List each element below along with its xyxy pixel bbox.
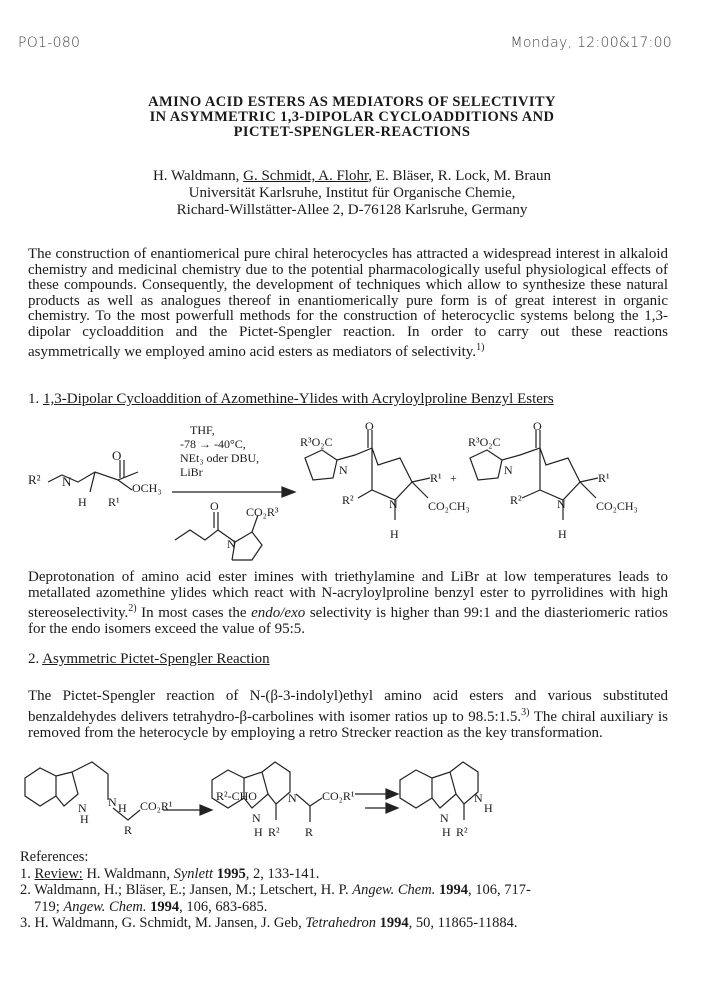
ref-details: , 106, 717- <box>467 882 531 898</box>
label-n: N <box>389 497 398 511</box>
label-n: N <box>339 463 348 477</box>
author: H. Waldmann, <box>152 168 244 184</box>
label-co2r3: CO₂R³ <box>246 505 279 519</box>
author: , E. Bläser, R. Lock, M. Braun <box>368 168 552 184</box>
section-1-paragraph <box>28 570 668 637</box>
label-co2ch3: CO₂CH₃ <box>596 499 638 513</box>
label-co2r1: CO₂R¹ <box>140 799 173 813</box>
label-h: H <box>484 801 493 815</box>
body-text: The chiral auxiliary is removed from the heterocycle by employing a retro Strecker reaction as the key transformation. <box>28 708 668 741</box>
title-line: PICTET-SPENGLER-REACTIONS <box>233 124 471 140</box>
label-r2: R² <box>342 493 354 507</box>
label-h: H <box>80 812 89 826</box>
reagent-label: R²-CHO <box>216 789 257 803</box>
citation: 2) <box>128 603 137 614</box>
ref-details: , 106, 683-685. <box>179 898 268 915</box>
reference-item <box>20 866 670 883</box>
label-n: N <box>78 801 87 815</box>
ref-journal: Angew. Chem. <box>352 882 436 898</box>
label-n: N <box>252 811 261 825</box>
label-n: N <box>62 474 72 489</box>
ref-journal: Synlett <box>173 865 214 882</box>
label-r: R <box>305 825 314 839</box>
ref-details: , 50, 11865-11884. <box>408 915 518 931</box>
ref-number: 3. <box>20 915 31 931</box>
label-r2: R² <box>456 825 468 839</box>
label-r1: R¹ <box>108 495 120 509</box>
ref-year: 1994 <box>375 915 409 931</box>
label-co2ch3: CO₂CH₃ <box>428 499 470 513</box>
label-n: N <box>557 497 566 511</box>
ref-review: Review: <box>34 865 83 882</box>
body-text: The Pictet-Spengler reaction of N-(β-3-indolyl)ethyl amino acid esters and various substituted benzaldehydes delivers tetrahydro-β-carbolines with isomer ratios up to 98.5:1.5. <box>28 688 668 725</box>
label-n: N <box>474 791 483 805</box>
label-n: N <box>288 791 297 805</box>
condition: -78 → -40°C, <box>180 437 246 451</box>
ref-year: 1994 <box>435 882 468 898</box>
ref-authors: H. Waldmann, G. Schmidt, M. Jansen, J. Geb, <box>30 915 306 931</box>
section-1-heading <box>28 391 554 408</box>
title-line: IN ASYMMETRIC 1,3-DIPOLAR CYCLOADDITIONS AND <box>149 109 555 125</box>
section-2-heading <box>28 651 270 668</box>
title-line: AMINO ACID ESTERS AS MEDIATORS OF SELECTIVITY <box>148 94 556 110</box>
intro-paragraph <box>28 247 668 361</box>
label-h: H <box>78 495 87 509</box>
ref-authors: H. Waldmann, <box>82 865 174 882</box>
label-h: H <box>390 527 399 541</box>
label-n: N <box>108 795 117 809</box>
ref-number: 2. <box>20 882 31 898</box>
ref-year: 1995 <box>213 865 246 882</box>
reference-item <box>20 915 670 932</box>
ref-year: 1994 <box>146 898 180 915</box>
author-list <box>0 168 704 185</box>
label-r1: R¹ <box>598 471 610 485</box>
label-o: O <box>365 420 374 433</box>
label-r2: R² <box>268 825 280 839</box>
label-n: N <box>440 811 449 825</box>
section-number: 1. <box>28 391 43 407</box>
label-o: O <box>210 499 219 513</box>
condition: NEt₃ oder DBU, <box>180 451 260 465</box>
affiliation: Universität Karlsruhe, Institut für Organische Chemie, <box>188 185 516 201</box>
paper-title <box>0 95 704 140</box>
ref-journal: Angew. Chem. <box>63 898 147 915</box>
ref-authors: Waldmann, H.; Bläser, E.; Jansen, M.; Letschert, H. P. <box>30 882 353 898</box>
section-2-paragraph <box>28 688 668 742</box>
section-title: Asymmetric Pictet-Spengler Reaction <box>42 651 270 667</box>
label-h: H <box>558 527 567 541</box>
label-co2r1: CO₂R¹ <box>322 789 355 803</box>
label-r1: R¹ <box>430 471 442 485</box>
citation: 3) <box>521 706 530 718</box>
references-heading: References: <box>20 849 89 865</box>
body-text-italic: endo/exo <box>251 605 306 621</box>
ref-details: 719; <box>34 898 64 915</box>
body-text: Deprotonation of amino acid ester imines with triethylamine and LiBr at low temperatures leads to metallated azomethine ylides which react with N-acryloylproline benzyl ester to pyrrolidines with high stereoselectivity. <box>28 569 668 621</box>
ref-details: , 2, 133-141. <box>245 865 320 882</box>
label-h: H <box>442 825 451 839</box>
reference-item <box>20 882 670 899</box>
label-n: N <box>504 463 513 477</box>
body-text: In most cases the <box>136 605 252 621</box>
reference-item-continued <box>20 899 670 916</box>
label-r2: R² <box>510 493 522 507</box>
references <box>20 849 670 932</box>
pictet-spengler-scheme <box>0 750 704 840</box>
label-h: H <box>118 801 127 815</box>
label-plus: + <box>450 471 457 485</box>
section-title: 1,3-Dipolar Cycloaddition of Azomethine-Ylides with Acryloylproline Benzyl Esters <box>43 391 554 407</box>
ref-journal: Tetrahedron <box>305 915 376 931</box>
intro-text: The construction of enantiomerical pure chiral heterocycles has attracted a widespread interest in alkaloid chemistry and medicinal chemistry due to the potential pharmacologically useful physiological effects of these compounds. Consequently, the development of techniques which allow to synthesize these natural products as well as analogues thereof in enantiomerically pure form is of great interest in organic chemistry. To the most powerfull methods for the construction of heterocyclic systems belong the 1,3-dipolar cycloaddition and the Pictet-Spengler reaction. In order to carry out these reactions asymmetrically we employed amino acid esters as mediators of selectivity. <box>28 246 668 360</box>
poster-code: PO1-080 <box>18 35 81 51</box>
label-h: H <box>254 825 263 839</box>
citation: 1) <box>476 342 485 353</box>
session-time: Monday, 12:00&17:00 <box>510 35 672 51</box>
label-o: O <box>533 420 542 433</box>
presenting-authors: G. Schmidt, A. Flohr <box>243 168 369 184</box>
label-r3o2c: R³O₂C <box>468 435 501 449</box>
label-o: O <box>112 448 122 463</box>
address: Richard-Willstätter-Allee 2, D-76128 Karlsruhe, Germany <box>176 202 528 218</box>
author-block <box>0 168 704 219</box>
condition: THF, <box>190 423 215 437</box>
label-n: N <box>227 537 236 551</box>
condition: LiBr <box>180 465 203 479</box>
label-r2: R² <box>28 472 41 487</box>
body-text: selectivity is higher than 99:1 and the diasteriomeric ratios for the endo isomers exceed the value of 95:5. <box>28 605 668 637</box>
ref-number: 1. <box>20 865 31 882</box>
label-r: R <box>124 823 133 837</box>
section-number: 2. <box>28 651 43 667</box>
label-r3o2c: R³O₂C <box>300 435 333 449</box>
cycloaddition-scheme <box>0 420 704 565</box>
label-och3: OCH₃ <box>132 481 162 495</box>
